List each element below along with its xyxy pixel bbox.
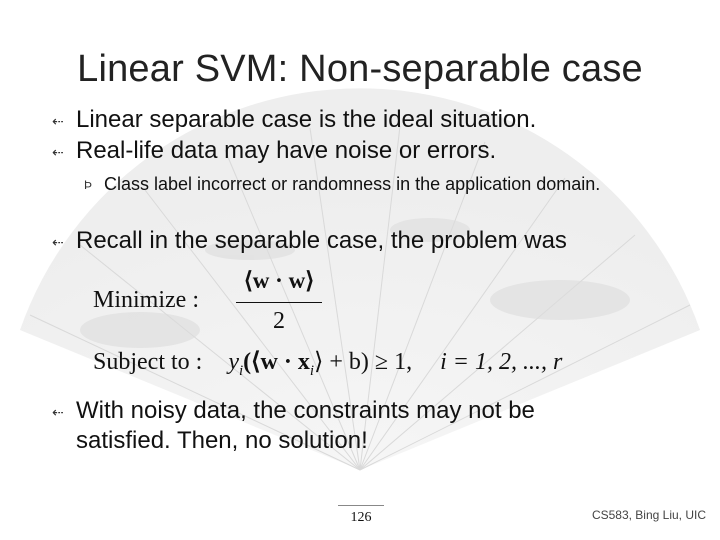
sub-bullet-icon: Þ [84,178,93,192]
minimize-label: Minimize : [93,287,199,313]
bullet-text: Real-life data may have noise or errors. [76,137,497,164]
y-subscript: i [238,362,244,379]
bullet-text: Recall in the separable case, the problem was [76,227,567,254]
x-subscript: i [309,362,315,379]
constraint-line [93,347,562,380]
equation-numerator: ⟨w · w⟩ [243,268,315,293]
arrow-bullet-icon: ⇠ [52,234,64,250]
fraction-bar [236,302,322,303]
slide-title: Linear SVM: Non-separable case [77,48,643,90]
page-number: 126 [338,505,384,526]
footer-credit: CS583, Bing Liu, UIC [591,508,706,522]
arrow-bullet-icon: ⇠ [52,113,64,129]
constraint-rest: ⟩ + b) ≥ 1, [314,349,413,375]
subject-label: Subject to : [93,349,203,375]
index-range: i = 1, 2, ..., r [440,349,563,375]
y-var: y [228,349,239,375]
bullet-text: Linear separable case is the ideal situation. [76,106,537,133]
equation-denominator: 2 [273,308,285,334]
bullet-text: With noisy data, the constraints may not be satisfied. Then, no solution! [76,397,535,454]
arrow-bullet-icon: ⇠ [52,404,64,420]
constraint-open: (⟨w · x [243,349,310,375]
arrow-bullet-icon: ⇠ [52,144,64,160]
sub-bullet-text: Class label incorrect or randomness in the application domain. [104,174,601,194]
